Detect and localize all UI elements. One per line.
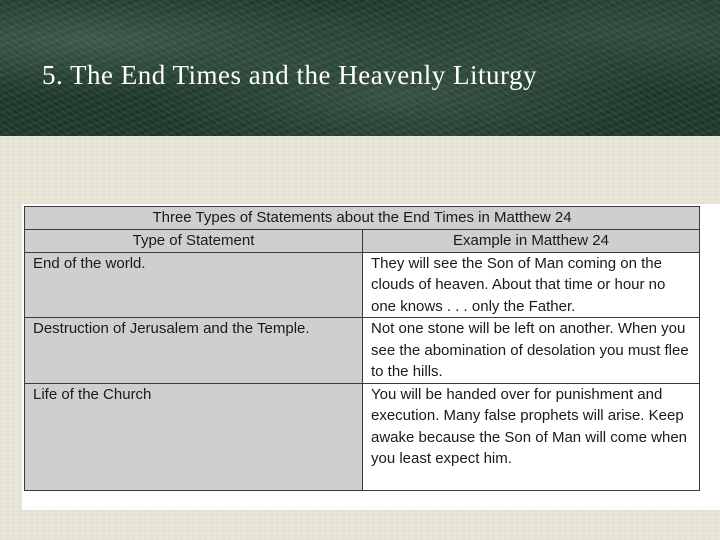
statement-type-cell: Destruction of Jerusalem and the Temple.	[25, 318, 363, 384]
slide-title: 5. The End Times and the Heavenly Liturgy	[42, 60, 537, 90]
statement-table	[24, 206, 700, 491]
table-caption: Three Types of Statements about the End Times in Matthew 24	[25, 207, 700, 230]
table-row	[25, 383, 700, 490]
table-panel	[22, 204, 720, 510]
table-row	[25, 252, 700, 318]
example-cell: Not one stone will be left on another. When you see the abomination of desolation you must flee to the hills.	[363, 318, 700, 384]
table-row	[25, 318, 700, 384]
column-header-example: Example in Matthew 24	[363, 230, 700, 253]
column-header-type: Type of Statement	[25, 230, 363, 253]
example-cell: They will see the Son of Man coming on the clouds of heaven. About that time or hour no one knows . . . only the Father.	[363, 252, 700, 318]
statement-type-cell: End of the world.	[25, 252, 363, 318]
title-bar	[0, 0, 720, 136]
statement-type-cell: Life of the Church	[25, 383, 363, 490]
example-cell: You will be handed over for punishment and execution. Many false prophets will arise. Keep awake because the Son of Man will come when you least expect him.	[363, 383, 700, 490]
